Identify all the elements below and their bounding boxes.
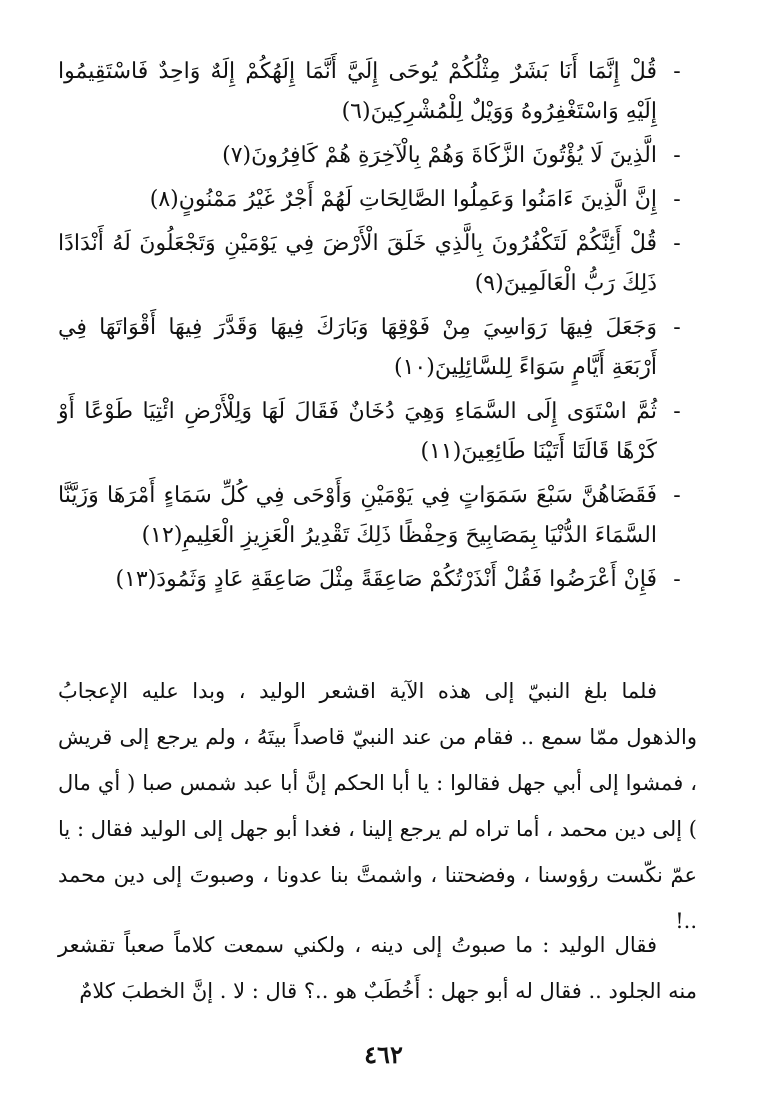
verse-text: وَجَعَلَ فِيهَا رَوَاسِيَ مِنْ فَوْقِهَا وَبَارَكَ فِيهَا وَقَدَّرَ فِيهَا أَقْوَاتَهَا فِي أَرْبَعَةِ أَيَّامٍ سَوَاءً لِلسَّائِلِينَ(١٠) <box>58 315 657 380</box>
narrative-paragraph-2 <box>58 922 697 1014</box>
narrative-paragraph-1 <box>58 668 697 944</box>
verse-text: قُلْ إِنَّمَا أَنَا بَشَرٌ مِثْلُكُمْ يُوحَى إِلَيَّ أَنَّمَا إِلَهُكُمْ إِلَهٌ وَاحِدٌ فَاسْتَقِيمُوا إِلَيْهِ وَاسْتَغْفِرُوهُ وَوَيْلٌ لِلْمُشْرِكِينَ(٦) <box>58 59 657 124</box>
verse-dash: - <box>673 143 681 168</box>
page-number: ٤٦٢ <box>364 1040 403 1069</box>
verse-dash: - <box>673 315 681 340</box>
verse-dash: - <box>673 483 681 508</box>
verse-dash: - <box>673 567 681 592</box>
paragraph-text: فقال الوليد : ما صبوتُ إلى دينه ، ولكني سمعت كلاماً صعباً تقشعر منه الجلود .. فقال له أبو جهل : أَخُطَبٌ هو ..؟ قال : لا . إنَّ الخطبَ كلامٌ <box>58 933 697 1003</box>
verse-text: فَإِنْ أَعْرَضُوا فَقُلْ أَنْذَرْتُكُمْ صَاعِقَةً مِثْلَ صَاعِقَةِ عَادٍ وَثَمُودَ(١٣) <box>115 567 657 592</box>
verse-12 <box>58 476 697 556</box>
verse-dash: - <box>673 399 681 424</box>
verse-dash: - <box>673 187 681 212</box>
verse-9 <box>58 224 697 304</box>
verse-text: قُلْ أَئِنَّكُمْ لَتَكْفُرُونَ بِالَّذِي خَلَقَ الْأَرْضَ فِي يَوْمَيْنِ وَتَجْعَلُونَ لَهُ أَنْدَادًا ذَلِكَ رَبُّ الْعَالَمِينَ(٩) <box>58 231 657 296</box>
verse-8 <box>58 180 697 220</box>
verse-text: الَّذِينَ لَا يُؤْتُونَ الزَّكَاةَ وَهُمْ بِالْآخِرَةِ هُمْ كَافِرُونَ(٧) <box>222 143 657 168</box>
quran-verses-block <box>58 52 697 604</box>
verse-6 <box>58 52 697 132</box>
verse-text: ثُمَّ اسْتَوَى إِلَى السَّمَاءِ وَهِيَ دُخَانٌ فَقَالَ لَهَا وَلِلْأَرْضِ ائْتِيَا طَوْعًا أَوْ كَرْهًا قَالَتَا أَتَيْنَا طَائِعِينَ(١١) <box>58 399 657 464</box>
verse-dash: - <box>673 231 681 256</box>
verse-dash: - <box>673 59 681 84</box>
verse-text: فَقَضَاهُنَّ سَبْعَ سَمَوَاتٍ فِي يَوْمَيْنِ وَأَوْحَى فِي كُلِّ سَمَاءٍ أَمْرَهَا وَزَيَّنَّا السَّمَاءَ الدُّنْيَا بِمَصَابِيحَ وَحِفْظًا ذَلِكَ تَقْدِيرُ الْعَزِيزِ الْعَلِيمِ(١٢) <box>58 483 657 548</box>
verse-text: إِنَّ الَّذِينَ ءَامَنُوا وَعَمِلُوا الصَّالِحَاتِ لَهُمْ أَجْرٌ غَيْرُ مَمْنُونٍ(٨) <box>149 187 657 212</box>
paragraph-text: فلما بلغ النبيّ إلى هذه الآية اقشعر الوليد ، وبدا عليه الإعجابُ والذهول ممّا سمع .. فقام من عند النبيّ قاصداً بيتَهُ ، ولم يرجع إلى قريش ، فمشوا إلى أبي جهل فقالوا : يا أبا الحكم إنَّ أبا عبد شمس صبا ( أي مال ) إلى دين محمد ، أما تراه لم يرجع إلينا ، فغدا أبو جهل إلى الوليد فقال : يا عمّ نكّست رؤوسنا ، وفضحتنا ، واشمتَّ بنا عدونا ، وصبوتَ إلى دين محمد ..! <box>58 679 697 933</box>
verse-11 <box>58 392 697 472</box>
verse-10 <box>58 308 697 388</box>
verse-13 <box>58 560 697 600</box>
verse-7 <box>58 136 697 176</box>
